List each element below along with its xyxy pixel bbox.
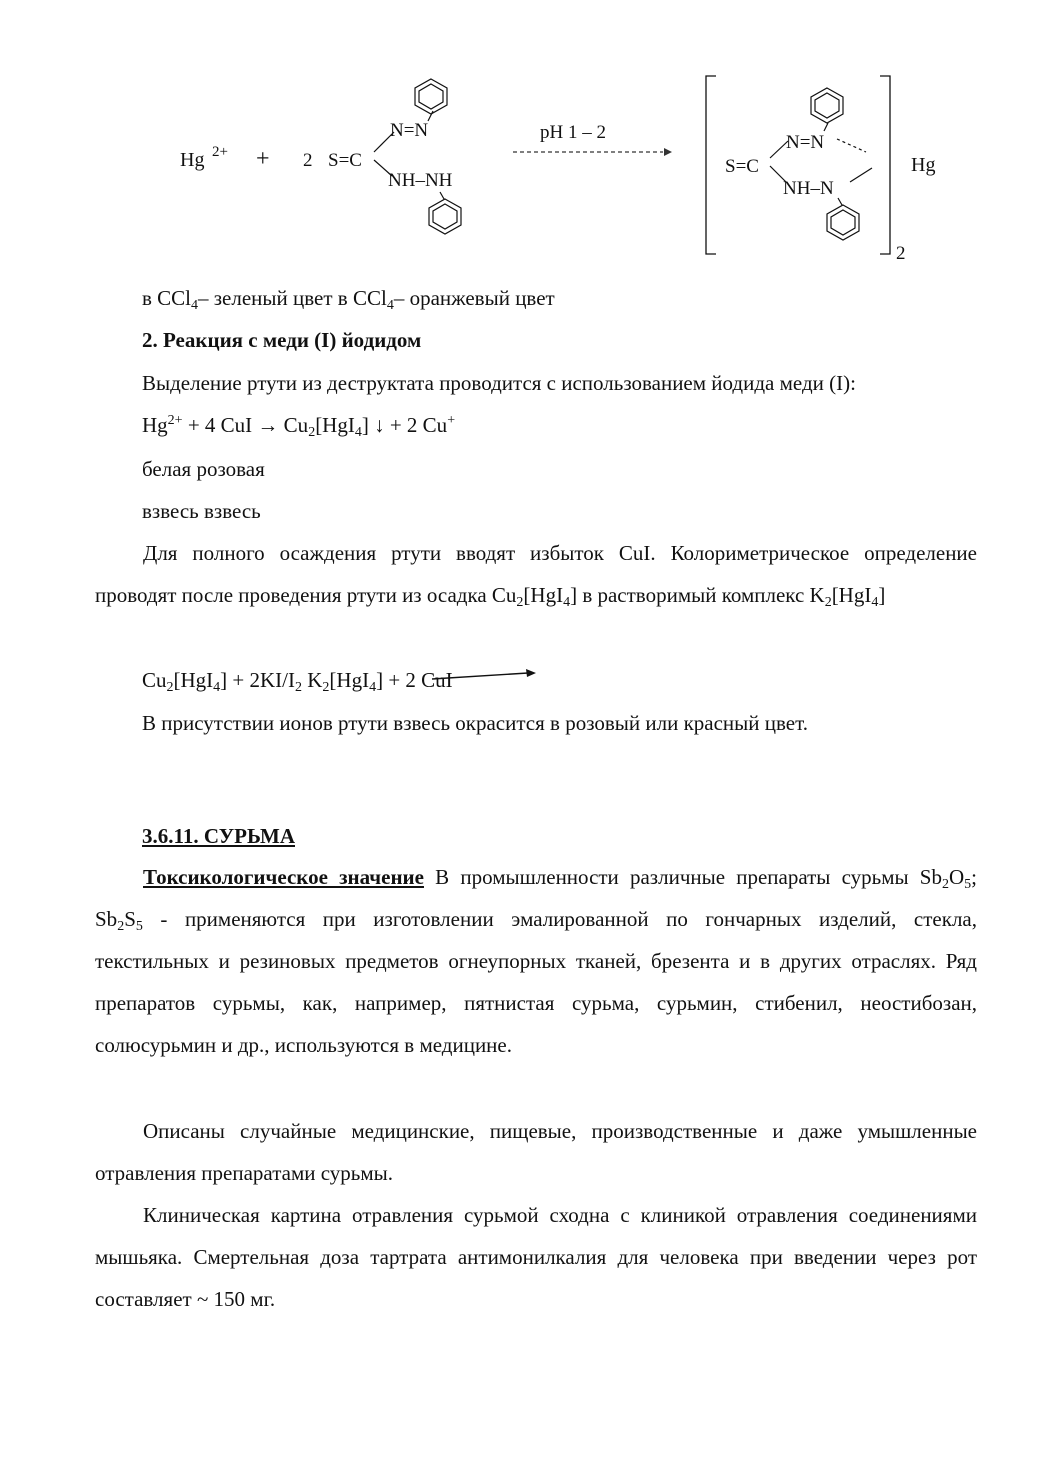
hydrazo-label-right: NH–N bbox=[783, 178, 834, 199]
text-segment: Cu bbox=[142, 668, 167, 692]
text-segment: Для полного осаждения ртути вводят избыток CuI. Колориметрическое определение проводят после проведения ртути из осадка Cu bbox=[95, 541, 977, 607]
subscript: 2 bbox=[166, 680, 174, 695]
section-title-antimony: 3.6.11. СУРЬМА bbox=[142, 824, 295, 848]
benzene-ring-icon bbox=[429, 199, 461, 234]
presence-paragraph: В присутствии ионов ртути взвесь окрасится в розовый или красный цвет. bbox=[142, 711, 808, 735]
subscript: 2 bbox=[308, 425, 316, 440]
metal-label: Hg bbox=[911, 154, 936, 176]
text-segment: [HgI bbox=[329, 668, 370, 692]
coefficient-label: 2 bbox=[303, 150, 313, 171]
complex-bracket-right bbox=[880, 76, 890, 254]
hg-ion-label: Hg bbox=[180, 149, 205, 171]
excess-paragraph bbox=[95, 532, 977, 616]
equation-complex-formation bbox=[142, 666, 453, 694]
subscript: 5 bbox=[135, 919, 143, 934]
label-suspension: взвесь взвесь bbox=[142, 499, 261, 523]
text-segment: [HgI bbox=[315, 413, 355, 437]
subscript: 4 bbox=[871, 595, 879, 610]
subscript: 2 bbox=[322, 680, 330, 695]
hydrazo-label-left: NH–NH bbox=[388, 170, 453, 191]
toxicology-paragraph bbox=[95, 856, 977, 1066]
dashed-arrow-icon bbox=[513, 148, 672, 156]
thione-label-left: S=C bbox=[328, 150, 362, 171]
text-segment: Hg bbox=[142, 413, 168, 437]
section-heading-copper-iodide: 2. Реакция с меди (I) йодидом bbox=[142, 328, 422, 352]
complex-bracket-left bbox=[706, 76, 716, 254]
text-segment: – зеленый цвет в CCl bbox=[198, 286, 387, 310]
poisoning-cases-paragraph bbox=[95, 1110, 977, 1194]
text-segment: K bbox=[302, 668, 323, 692]
plus-sign: + bbox=[256, 146, 270, 172]
reaction-scheme bbox=[0, 0, 1039, 280]
azo-label-left: N=N bbox=[390, 120, 429, 141]
text-segment: Описаны случайные медицинские, пищевые, производственные и даже умышленные отравления препаратами сурьмы. bbox=[95, 1119, 977, 1185]
isolation-paragraph: Выделение ртути из деструктата проводится с использованием йодида меди (I): bbox=[142, 371, 856, 395]
subscript: 5 bbox=[964, 877, 972, 892]
reaction-condition: pH 1 – 2 bbox=[540, 122, 606, 143]
text-segment: O bbox=[948, 865, 965, 889]
subscript: 2 bbox=[516, 595, 524, 610]
subscript: 2 bbox=[295, 680, 302, 695]
label-white-pink: белая розовая bbox=[142, 457, 265, 481]
text-segment: – оранжевый цвет bbox=[393, 286, 555, 310]
benzene-ring-icon bbox=[827, 205, 859, 240]
clinical-picture-paragraph bbox=[95, 1194, 977, 1320]
text-segment: [HgI bbox=[831, 583, 872, 607]
subscript: 2 bbox=[117, 919, 125, 934]
superscript: + bbox=[447, 413, 456, 428]
text-segment: S bbox=[124, 907, 136, 931]
reaction-arrow-icon bbox=[430, 664, 540, 684]
equation-mercury-copper-iodide bbox=[142, 411, 455, 439]
bracket-index: 2 bbox=[896, 243, 906, 264]
superscript: 2+ bbox=[167, 413, 183, 428]
subscript: 4 bbox=[354, 425, 362, 440]
benzene-ring-icon bbox=[811, 88, 843, 123]
subscript: 2 bbox=[824, 595, 832, 610]
text-segment: + 4 CuI → Cu bbox=[182, 413, 309, 437]
subscript: 4 bbox=[191, 298, 199, 313]
text-segment: Клиническая картина отравления сурьмой сходна с клиникой отравления соединениями мышьяка. Смертельная доза тартрата антимонилкалия для человека при введении через рот составляет ~ 150 мг. bbox=[95, 1203, 977, 1311]
text-segment: в CCl bbox=[142, 286, 192, 310]
toxicology-label: Токсикологическое значение bbox=[143, 865, 424, 889]
subscript: 4 bbox=[213, 680, 221, 695]
text-segment: В промышленности различные препараты сурьмы Sb bbox=[423, 865, 942, 889]
text-segment: ] bbox=[878, 583, 886, 607]
subscript: 4 bbox=[386, 298, 394, 313]
subscript: 2 bbox=[941, 877, 949, 892]
color-change-line bbox=[142, 284, 555, 312]
benzene-ring-icon bbox=[415, 79, 447, 114]
text-segment: ] + 2KI/I bbox=[220, 668, 295, 692]
subscript: 4 bbox=[369, 680, 377, 695]
text-segment: ] в растворимый комплекс K bbox=[570, 583, 825, 607]
subscript: 4 bbox=[563, 595, 571, 610]
text-segment: [HgI bbox=[523, 583, 564, 607]
text-segment: [HgI bbox=[173, 668, 214, 692]
thione-label-right: S=C bbox=[725, 156, 759, 177]
text-segment: ] ↓ + 2 Cu bbox=[361, 413, 448, 437]
text-segment: - применяются при изготовлении эмалированной по гончарных изделий, стекла, текстильных и резиновых предметов огнеупорных тканей, брезента и в других отраслях. Ряд препаратов сурьмы, как, например, пятнистая сурьма, сурьмин, стибенил, неостибозан, солюсурьмин и др., используются в медицине. bbox=[95, 907, 977, 1057]
text-segment: ; Sb bbox=[95, 865, 977, 931]
text-segment: ] + 2 CuI bbox=[376, 668, 453, 692]
azo-label-right: N=N bbox=[786, 132, 825, 153]
hg-charge-label: 2+ bbox=[212, 144, 228, 160]
